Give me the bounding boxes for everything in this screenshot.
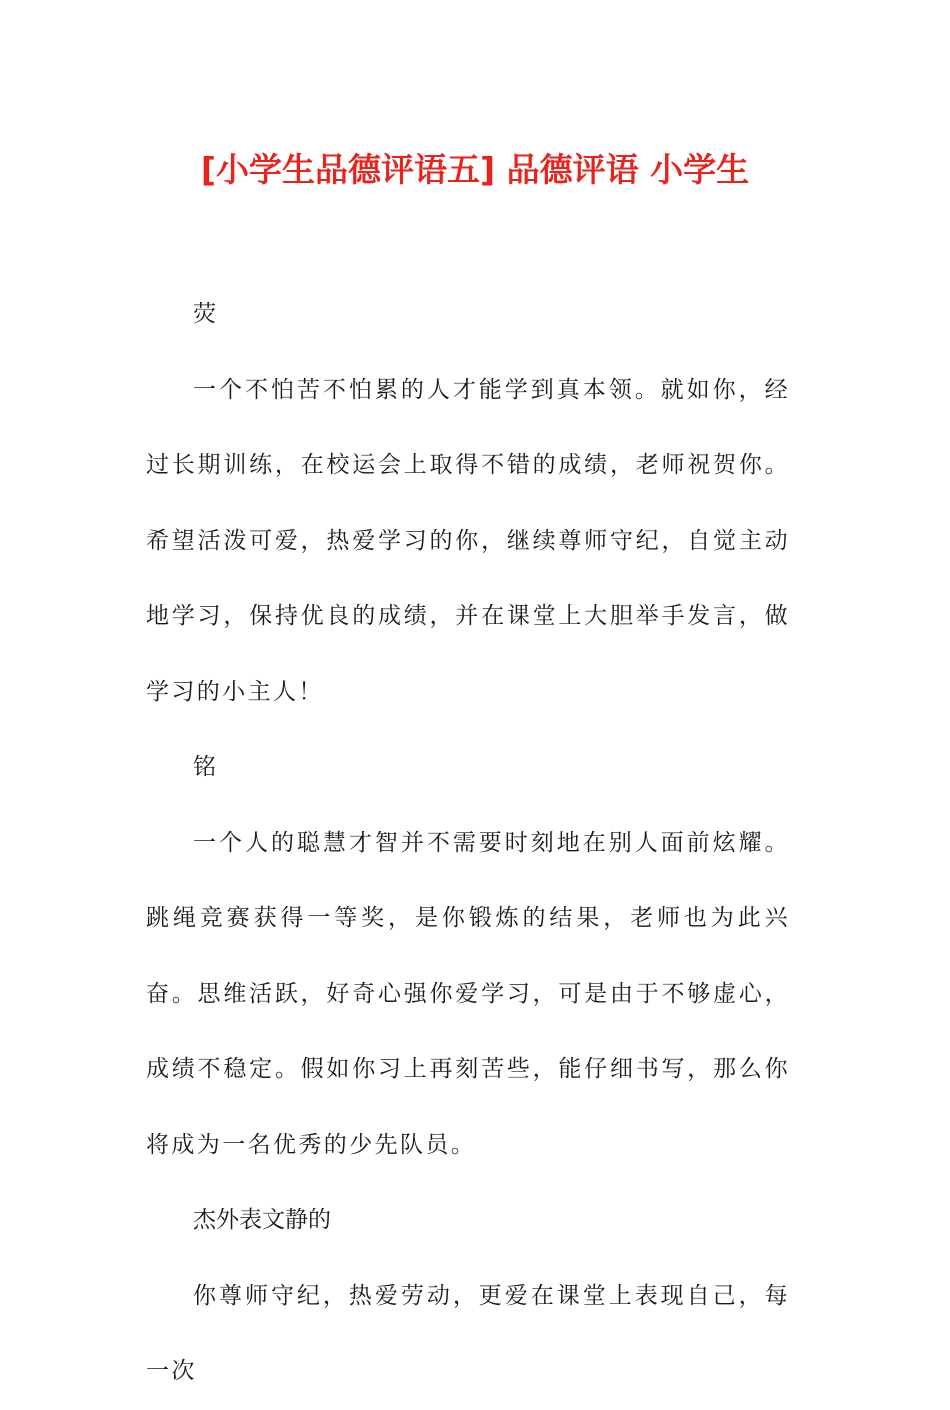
page-title: [小学生品德评语五] 品德评语 小学生 — [200, 150, 750, 189]
document-body — [146, 277, 790, 1410]
student-name: 杰外表文静的 — [193, 1207, 331, 1233]
comment-paragraph: 你尊师守纪，热爱劳动，更爱在课堂上表现自己，每一次 — [146, 1282, 790, 1384]
student-name: 铭 — [193, 754, 216, 780]
comment-paragraph: 一个人的聪慧才智并不需要时刻地在别人面前炫耀。跳绳竞赛获得一等奖，是你锻炼的结果，老师也为此兴奋。思维活跃，好奇心强你爱学习，可是由于不够虚心，成绩不稳定。假如你习上再刻苦些，能仔细书写，那么你将成为一名优秀的少先队员。 — [146, 829, 790, 1158]
student-name: 荧 — [193, 301, 216, 327]
comment-paragraph: 一个不怕苦不怕累的人才能学到真本领。就如你，经过长期训练，在校运会上取得不错的成绩，老师祝贺你。希望活泼可爱，热爱学习的你，继续尊师守纪，自觉主动地学习，保持优良的成绩，并在课堂上大胆举手发言，做学习的小主人！ — [146, 376, 790, 705]
